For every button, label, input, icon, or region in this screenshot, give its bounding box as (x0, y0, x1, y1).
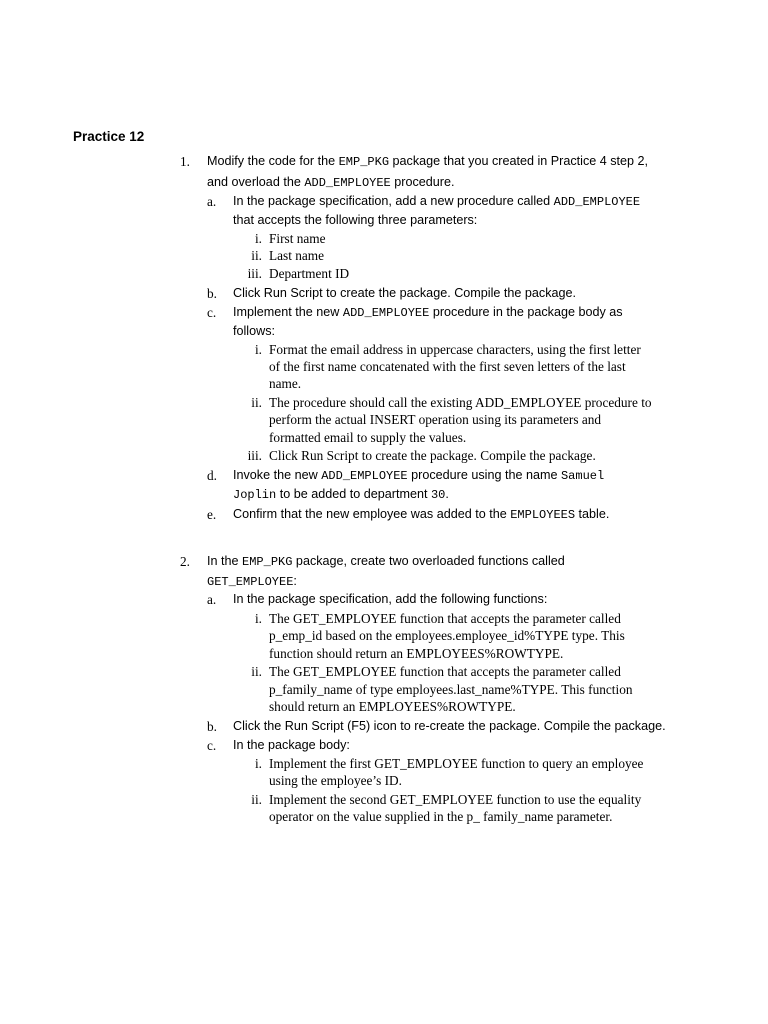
q1-b-label: b. (207, 286, 217, 301)
q2-a-ii-num: ii. (251, 664, 262, 679)
q1-a-ii-num: ii. (251, 248, 262, 263)
q1-c-line-1: Implement the new ADD_EMPLOYEE procedure in the package body as (233, 305, 623, 320)
q1-d-label: d. (207, 468, 217, 483)
q2-a-i-line-1: The GET_EMPLOYEE function that accepts the parameter called (269, 611, 621, 626)
q2-a-ii-line-1: The GET_EMPLOYEE function that accepts the parameter called (269, 664, 621, 679)
q2-b-label: b. (207, 719, 217, 734)
q1-c-i-num: i. (254, 342, 262, 357)
q1-c-ii-line-1: The procedure should call the existing ADD_EMPLOYEE procedure to (269, 395, 652, 410)
q1-d-line-2: Joplin to be added to department 30. (233, 487, 449, 502)
question-2-number: 2. (180, 554, 190, 569)
q2-a-i-line-3: function should return an EMPLOYEES%ROWTYPE. (269, 646, 564, 661)
q2-a-ii-line-3: should return an EMPLOYEES%ROWTYPE. (269, 699, 516, 714)
q2-c-i-line-2: using the employee’s ID. (269, 773, 402, 788)
q1-a-ii-text: Last name (269, 248, 325, 263)
q1-a-line-2: that accepts the following three parameters: (233, 213, 478, 227)
q1-c-line-2: follows: (233, 324, 275, 338)
q2-c-i-line-1: Implement the first GET_EMPLOYEE function to query an employee (269, 756, 644, 771)
q2-b-text: Click the Run Script (F5) icon to re-create the package. Compile the package. (233, 719, 666, 733)
q2-c-ii-num: ii. (251, 792, 262, 807)
q2-c-i-num: i. (254, 756, 262, 771)
q1-c-ii-line-2: perform the actual INSERT operation using its parameters and (269, 412, 602, 427)
q1-c-i-line-2: of the first name concatenated with the first seven letters of the last (269, 359, 626, 374)
q1-e-label: e. (207, 507, 217, 522)
q2-a-i-line-2: p_emp_id based on the employees.employee_id%TYPE type. This (269, 628, 625, 643)
q1-c-iii-num: iii. (247, 448, 262, 463)
q1-e-line-1: Confirm that the new employee was added to the EMPLOYEES table. (233, 507, 610, 522)
q1-a-label: a. (207, 194, 217, 209)
q1-b-text: Click Run Script to create the package. Compile the package. (233, 286, 577, 300)
q2-c-ii-line-1: Implement the second GET_EMPLOYEE function to use the equality (269, 792, 642, 807)
q2-a-i-num: i. (254, 611, 262, 626)
q1-c-ii-num: ii. (251, 395, 262, 410)
q1-a-iii-num: iii. (247, 266, 262, 281)
question-1-line-1: Modify the code for the EMP_PKG package that you created in Practice 4 step 2, (207, 154, 649, 169)
question-1-line-2: and overload the ADD_EMPLOYEE procedure. (207, 175, 455, 190)
q2-a-ii-line-2: p_family_name of type employees.last_name%TYPE. This function (269, 682, 633, 697)
q2-c-label: c. (207, 738, 217, 753)
q2-c-text: In the package body: (233, 738, 350, 752)
q1-c-i-line-3: name. (269, 376, 302, 391)
question-1-number: 1. (180, 154, 190, 169)
question-2-line-1: In the EMP_PKG package, create two overloaded functions called (207, 554, 565, 569)
q1-d-line-1: Invoke the new ADD_EMPLOYEE procedure using the name Samuel (233, 468, 605, 483)
practice-title: Practice 12 (73, 129, 145, 144)
q1-c-ii-line-3: formatted email to supply the values. (269, 430, 467, 445)
q1-a-iii-text: Department ID (269, 266, 350, 281)
q1-a-i-text: First name (269, 231, 326, 246)
q2-c-ii-line-2: operator on the value supplied in the p_ family_name parameter. (269, 809, 613, 824)
q1-a-i-num: i. (254, 231, 262, 246)
q2-a-text: In the package specification, add the following functions: (233, 592, 548, 606)
q1-a-line-1: In the package specification, add a new procedure called ADD_EMPLOYEE (233, 194, 641, 209)
q1-c-label: c. (207, 305, 217, 320)
q2-a-label: a. (207, 592, 217, 607)
question-2-line-2: GET_EMPLOYEE: (207, 574, 297, 589)
q1-c-i-line-1: Format the email address in uppercase characters, using the first letter (269, 342, 641, 357)
q1-c-iii-line-1: Click Run Script to create the package. Compile the package. (269, 448, 596, 463)
